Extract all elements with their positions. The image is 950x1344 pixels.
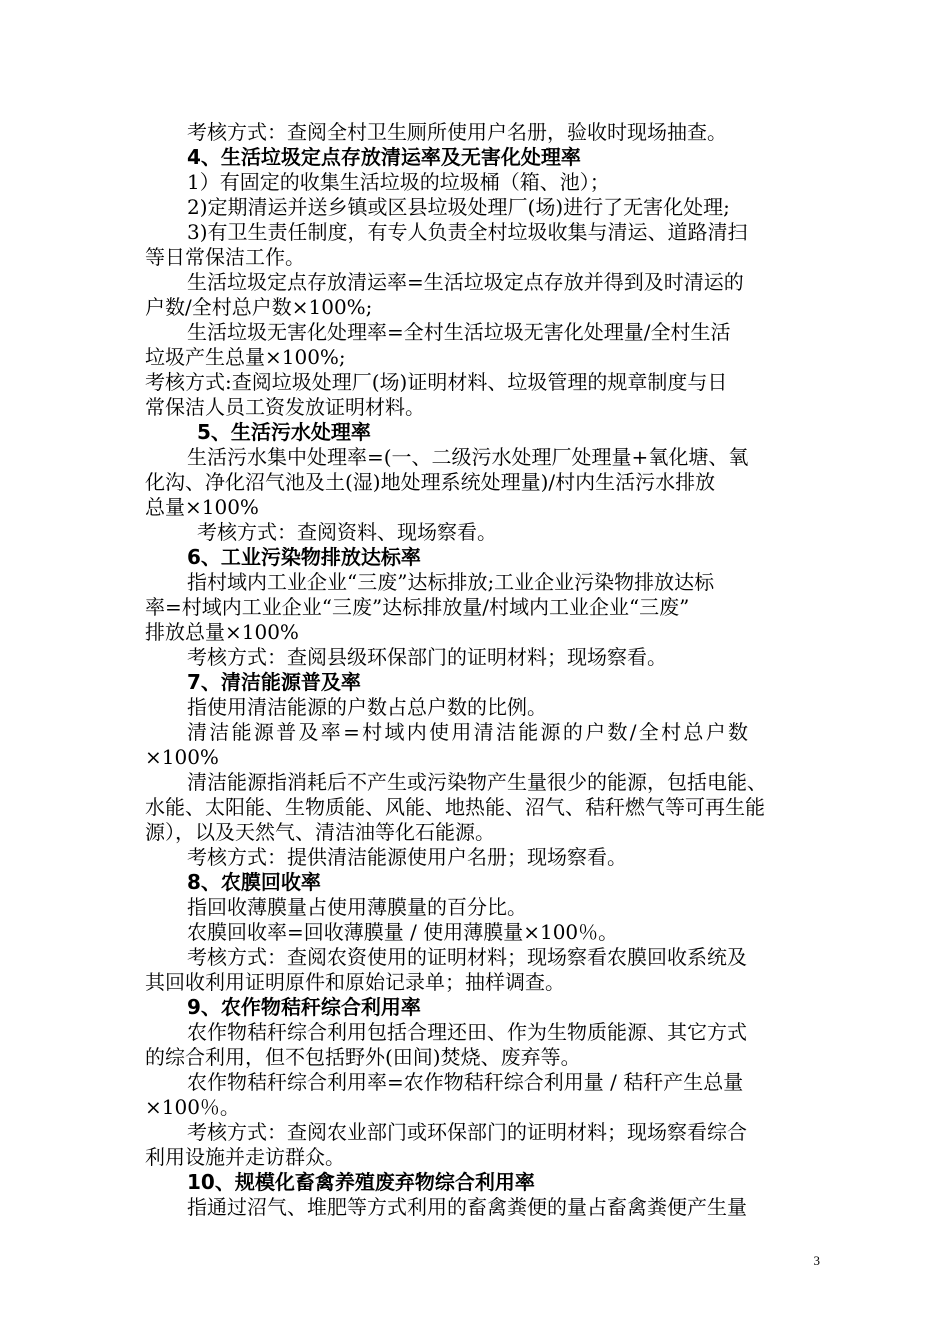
paragraph-line: 考核方式：查阅资料、现场察看。 <box>197 520 497 544</box>
paragraph-line: ×100％。 <box>145 1095 240 1119</box>
paragraph-line: 率=村域内工业企业“三废”达标排放量/村域内工业企业“三废” <box>145 595 690 619</box>
paragraph-line: 1）有固定的收集生活垃圾的垃圾桶（箱、池）； <box>187 170 610 194</box>
paragraph-line: 3)有卫生责任制度，有专人负责全村垃圾收集与清运、道路清扫 <box>187 220 748 244</box>
paragraph-line: 的综合利用，但不包括野外(田间)焚烧、废弃等。 <box>145 1045 581 1069</box>
section-heading: 7、清洁能源普及率 <box>187 670 361 694</box>
paragraph-line: 指通过沼气、堆肥等方式利用的畜禽粪便的量占畜禽粪便产生量 <box>187 1195 747 1219</box>
paragraph-line: 考核方式：查阅县级环保部门的证明材料；现场察看。 <box>187 645 667 669</box>
paragraph-line: 考核方式：查阅全村卫生厕所使用户名册，验收时现场抽查。 <box>187 120 727 144</box>
section-heading: 8、农膜回收率 <box>187 870 321 894</box>
paragraph-line: 利用设施并走访群众。 <box>145 1145 345 1169</box>
paragraph-line: 生活污水集中处理率=(一、二级污水处理厂处理量+氧化塘、氧 <box>187 445 749 469</box>
document-body <box>145 120 815 1220</box>
paragraph-line: 农作物秸秆综合利用包括合理还田、作为生物质能源、其它方式 <box>187 1020 747 1044</box>
paragraph-line: 清洁能源指消耗后不产生或污染物产生量很少的能源，包括电能、 <box>187 770 767 794</box>
paragraph-line: 农膜回收率=回收薄膜量 / 使用薄膜量×100％。 <box>187 920 619 944</box>
paragraph-line: 考核方式：提供清洁能源使用户名册；现场察看。 <box>187 845 627 869</box>
paragraph-line: 指使用清洁能源的户数占总户数的比例。 <box>187 695 547 719</box>
paragraph-line: 等日常保洁工作。 <box>145 245 305 269</box>
paragraph-line: 清洁能源普及率=村域内使用清洁能源的户数/全村总户数 <box>187 720 751 744</box>
section-heading: 10、规模化畜禽养殖废弃物综合利用率 <box>187 1170 535 1194</box>
paragraph-line: 总量×100% <box>145 495 259 519</box>
paragraph-line: 生活垃圾无害化处理率=全村生活垃圾无害化处理量/全村生活 <box>187 320 731 344</box>
paragraph-line: 考核方式:查阅垃圾处理厂(场)证明材料、垃圾管理的规章制度与日 <box>145 370 728 394</box>
section-heading: 4、生活垃圾定点存放清运率及无害化处理率 <box>187 145 581 169</box>
paragraph-line: ×100% <box>145 745 219 769</box>
paragraph-line: 化沟、净化沼气池及土(湿)地处理系统处理量)/村内生活污水排放 <box>145 470 716 494</box>
paragraph-line: 考核方式：查阅农资使用的证明材料；现场察看农膜回收系统及 <box>187 945 747 969</box>
paragraph-line: 指村域内工业企业“三废”达标排放;工业企业污染物排放达标 <box>187 570 715 594</box>
paragraph-line: 农作物秸秆综合利用率=农作物秸秆综合利用量 / 秸秆产生总量 <box>187 1070 744 1094</box>
paragraph-line: 考核方式：查阅农业部门或环保部门的证明材料；现场察看综合 <box>187 1120 747 1144</box>
section-heading: 9、农作物秸秆综合利用率 <box>187 995 421 1019</box>
paragraph-line: 排放总量×100% <box>145 620 299 644</box>
paragraph-line: 常保洁人员工资发放证明材料。 <box>145 395 425 419</box>
paragraph-line: 水能、太阳能、生物质能、风能、地热能、沼气、秸秆燃气等可再生能 <box>145 795 765 819</box>
paragraph-line: 生活垃圾定点存放清运率=生活垃圾定点存放并得到及时清运的 <box>187 270 744 294</box>
section-heading: 6、工业污染物排放达标率 <box>187 545 421 569</box>
paragraph-line: 其回收利用证明原件和原始记录单；抽样调查。 <box>145 970 565 994</box>
section-heading: 5、生活污水处理率 <box>197 420 371 444</box>
page-number: 3 <box>813 1253 820 1268</box>
paragraph-line: 垃圾产生总量×100%; <box>145 345 346 369</box>
paragraph-line: 指回收薄膜量占使用薄膜量的百分比。 <box>187 895 527 919</box>
paragraph-line: 户数/全村总户数×100%; <box>145 295 373 319</box>
paragraph-line: 2)定期清运并送乡镇或区县垃圾处理厂(场)进行了无害化处理; <box>187 195 730 219</box>
paragraph-line: 源），以及天然气、清洁油等化石能源。 <box>145 820 495 844</box>
